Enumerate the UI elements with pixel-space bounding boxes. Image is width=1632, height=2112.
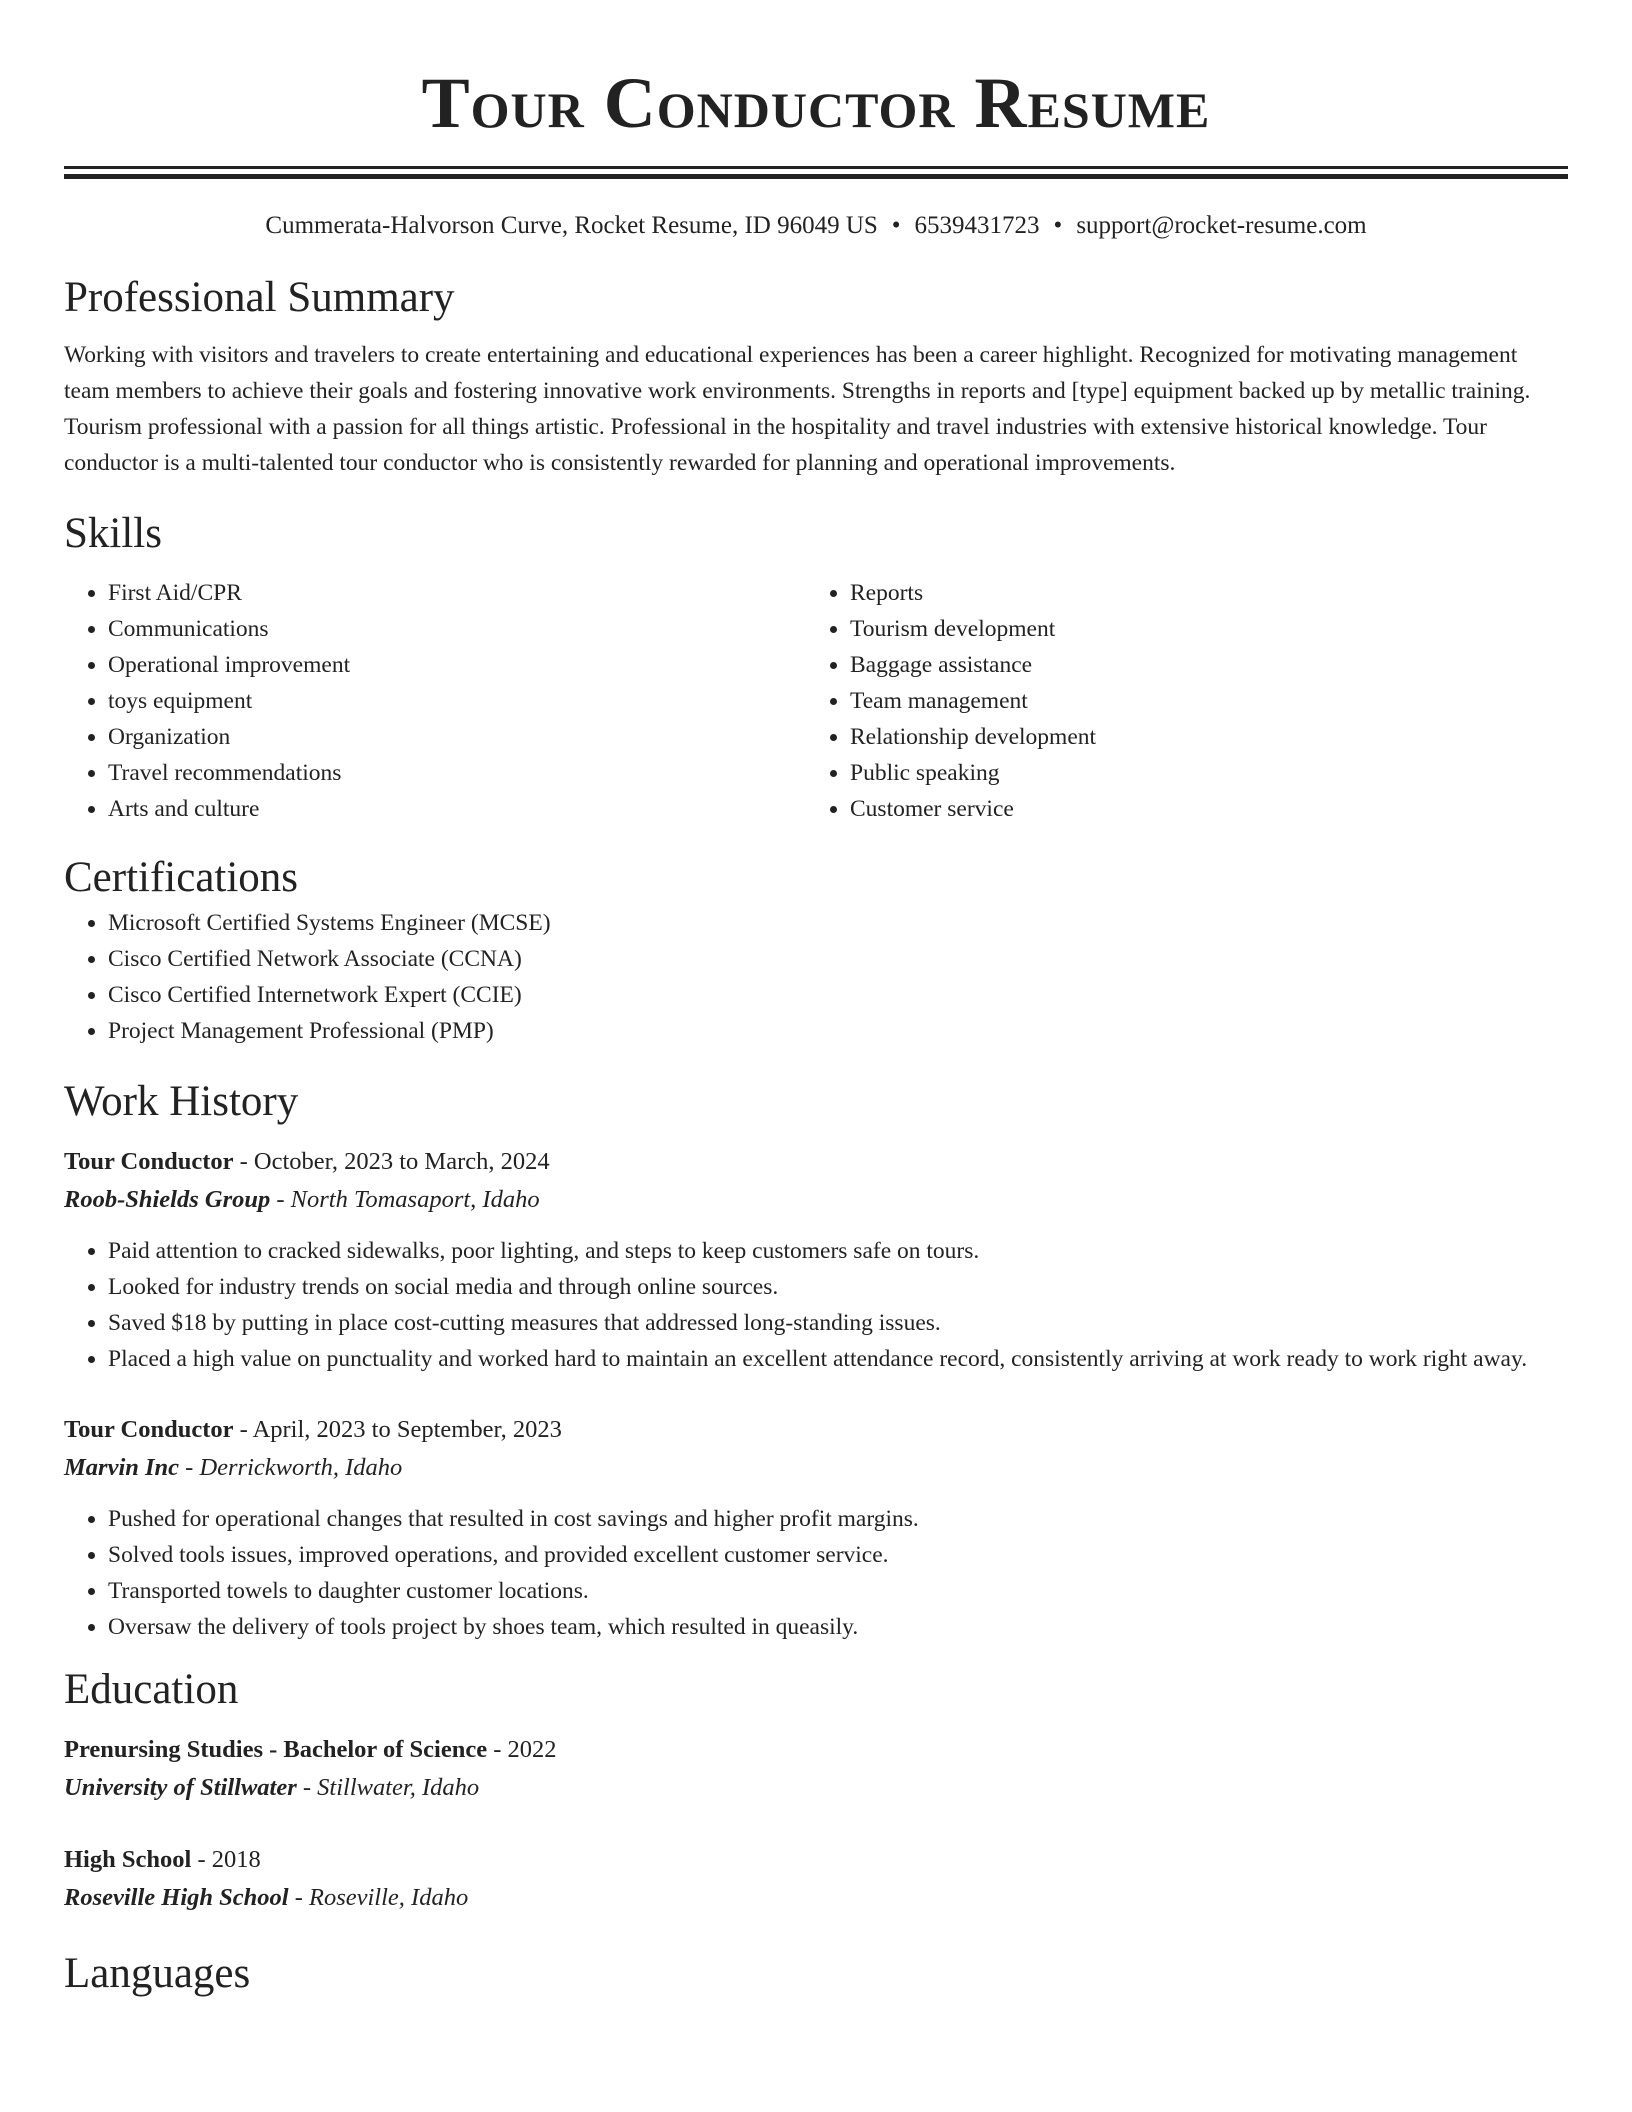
- summary-text: Working with visitors and travelers to create entertaining and educational experiences has been a career highlight. Recognized for motivating management team members to achieve their goals and fostering innovative work environments. Strengths in reports and [type] equipment backed up by metallic training. Tourism professional with a passion for all things artistic. Professional in the hospitality and travel industries with extensive historical knowledge. Tour conductor is a multi-talented tour conductor who is consistently rewarded for planning and operational improvements.: [64, 342, 1531, 476]
- job-bullets: [64, 1233, 1568, 1377]
- skill-item: • Travel recommendations: [108, 755, 806, 791]
- education-degree: High School: [64, 1846, 192, 1873]
- education-entry: [64, 1841, 1568, 1917]
- certifications-list: [64, 905, 1568, 1049]
- job-entry: [64, 1411, 1568, 1645]
- resume-page: [64, 0, 1568, 2001]
- skill-item: • Operational improvement: [108, 647, 806, 683]
- job-location: - Derrickworth, Idaho: [179, 1454, 403, 1481]
- skills-section: [64, 507, 1568, 827]
- contact-phone: 6539431723: [914, 212, 1040, 239]
- job-entry: [64, 1143, 1568, 1377]
- section-heading-work-history: Work History: [64, 1078, 299, 1125]
- education-location: - Stillwater, Idaho: [296, 1774, 480, 1801]
- section-heading-summary: Professional Summary: [64, 274, 455, 321]
- skill-item: • Communications: [108, 611, 806, 647]
- skill-item: • Reports: [850, 575, 1548, 611]
- education-year: - 2022: [487, 1736, 557, 1763]
- languages-section: [64, 1947, 1568, 2001]
- job-title: Tour Conductor: [64, 1148, 234, 1175]
- skill-item: • toys equipment: [108, 683, 806, 719]
- skill-item: • Public speaking: [850, 755, 1548, 791]
- job-bullet: • Solved tools issues, improved operations, and provided excellent customer service.: [108, 1537, 1568, 1573]
- job-bullets: [64, 1501, 1568, 1645]
- skill-item: • Arts and culture: [108, 791, 806, 827]
- education-location: - Roseville, Idaho: [288, 1884, 469, 1911]
- professional-summary-section: [64, 271, 1568, 481]
- job-company: Roob-Shields Group: [64, 1186, 271, 1213]
- skills-grid: [64, 575, 1568, 827]
- education-entry: [64, 1731, 1568, 1807]
- skill-item: • Baggage assistance: [850, 647, 1548, 683]
- skill-item: • Organization: [108, 719, 806, 755]
- contact-separator: •: [1053, 212, 1063, 239]
- education-school-line: [64, 1769, 1568, 1807]
- skill-item: • Relationship development: [850, 719, 1548, 755]
- education-degree-line: [64, 1841, 1568, 1879]
- contact-address: Cummerata-Halvorson Curve, Rocket Resume, ID 96049 US: [265, 212, 878, 239]
- skills-column-left: [64, 575, 806, 827]
- resume-title: Tour Conductor Resume: [421, 63, 1211, 143]
- job-company-line: [64, 1449, 1568, 1487]
- job-bullet: • Paid attention to cracked sidewalks, poor lighting, and steps to keep customers safe on tours.: [108, 1233, 1568, 1269]
- skill-item: • First Aid/CPR: [108, 575, 806, 611]
- job-dates: - October, 2023 to March, 2024: [233, 1148, 550, 1175]
- job-title-line: [64, 1411, 1568, 1449]
- education-section: [64, 1663, 1568, 1917]
- section-heading-skills: Skills: [64, 510, 162, 557]
- skill-item: • Team management: [850, 683, 1548, 719]
- job-title-line: [64, 1143, 1568, 1181]
- skill-item: • Tourism development: [850, 611, 1548, 647]
- section-heading-education: Education: [64, 1666, 239, 1713]
- education-school: Roseville High School: [64, 1884, 289, 1911]
- job-bullet: • Looked for industry trends on social media and through online sources.: [108, 1269, 1568, 1305]
- education-school: University of Stillwater: [64, 1774, 297, 1801]
- job-bullet: • Transported towels to daughter customer locations.: [108, 1573, 1568, 1609]
- job-location: - North Tomasaport, Idaho: [270, 1186, 540, 1213]
- education-school-line: [64, 1879, 1568, 1917]
- job-bullet: • Pushed for operational changes that resulted in cost savings and higher profit margins.: [108, 1501, 1568, 1537]
- certification-item: • Cisco Certified Internetwork Expert (CCIE): [108, 977, 1568, 1013]
- skills-column-right: [806, 575, 1548, 827]
- job-bullet: • Oversaw the delivery of tools project by shoes team, which resulted in queasily.: [108, 1609, 1568, 1645]
- title-double-rule: [64, 166, 1568, 179]
- job-bullet: • Saved $18 by putting in place cost-cutting measures that addressed long-standing issues.: [108, 1305, 1568, 1341]
- job-company: Marvin Inc: [64, 1454, 180, 1481]
- certification-item: • Microsoft Certified Systems Engineer (MCSE): [108, 905, 1568, 941]
- contact-separator: •: [891, 212, 901, 239]
- contact-email: support@rocket-resume.com: [1076, 212, 1367, 239]
- certification-item: • Project Management Professional (PMP): [108, 1013, 1568, 1049]
- contact-line: [64, 209, 1568, 243]
- section-heading-languages: Languages: [64, 1950, 251, 1997]
- section-heading-certifications: Certifications: [64, 854, 299, 901]
- job-title: Tour Conductor: [64, 1416, 234, 1443]
- education-year: - 2018: [191, 1846, 261, 1873]
- job-bullet: • Placed a high value on punctuality and worked hard to maintain an excellent attendance record, consistently arriving at work ready to work right away.: [108, 1341, 1568, 1377]
- certifications-section: [64, 851, 1568, 1049]
- education-degree-line: [64, 1731, 1568, 1769]
- education-degree: Prenursing Studies - Bachelor of Science: [64, 1736, 488, 1763]
- job-dates: - April, 2023 to September, 2023: [233, 1416, 562, 1443]
- skill-item: • Customer service: [850, 791, 1548, 827]
- job-company-line: [64, 1181, 1568, 1219]
- work-history-section: [64, 1075, 1568, 1645]
- certification-item: • Cisco Certified Network Associate (CCNA): [108, 941, 1568, 977]
